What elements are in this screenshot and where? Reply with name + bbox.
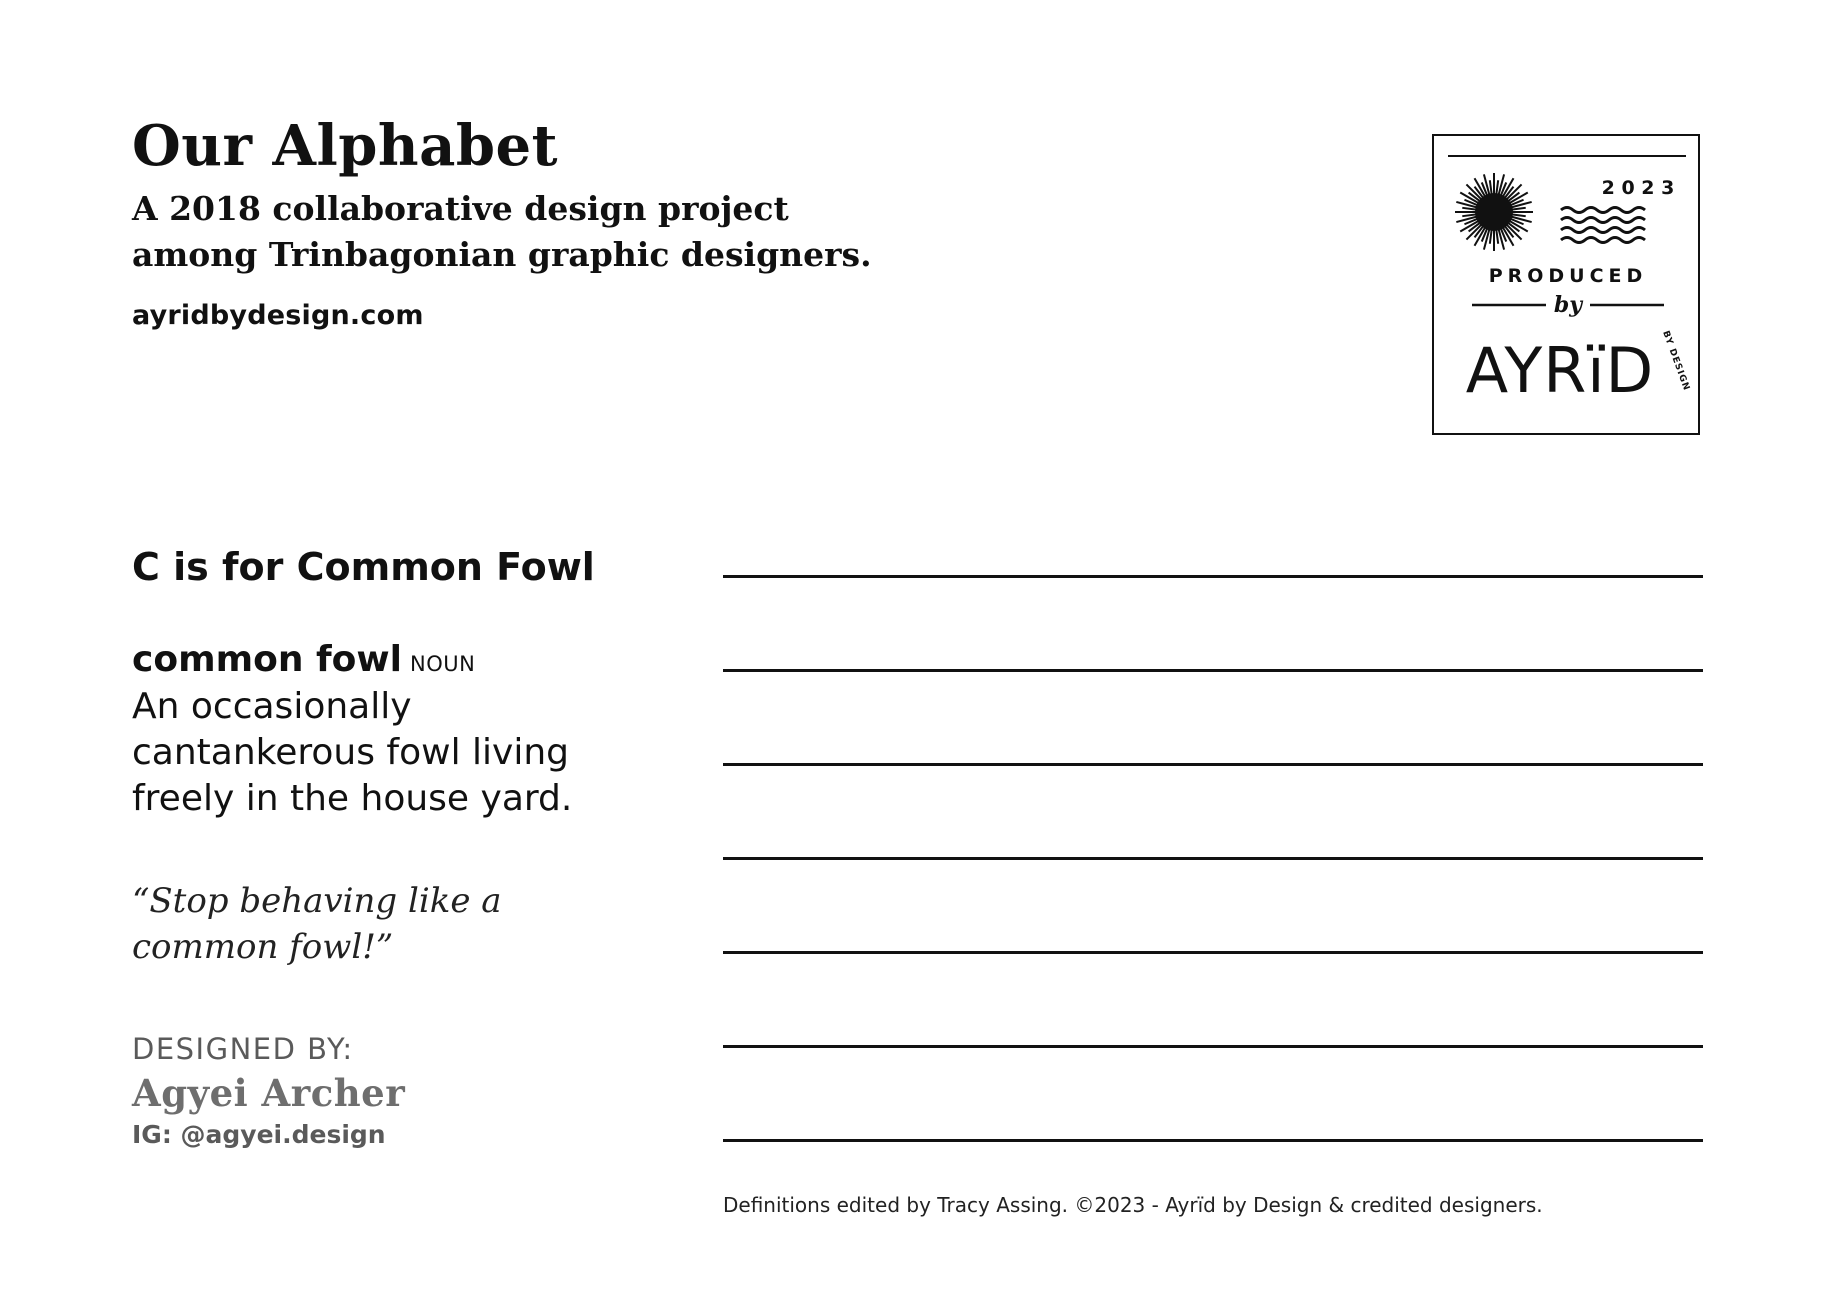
definition-line: cantankerous fowl living <box>132 732 569 773</box>
quote-line: “Stop behaving like a <box>132 881 502 921</box>
definition-term: common fowl <box>132 639 402 680</box>
stamp-brand: AYRïD <box>1465 334 1655 407</box>
website-url: ayridbydesign.com <box>132 300 424 331</box>
writing-line <box>723 575 1703 578</box>
subtitle-line: A 2018 collaborative design project <box>132 189 789 228</box>
definition-text <box>132 684 692 822</box>
sun-core <box>1475 193 1513 231</box>
writing-line <box>723 951 1703 954</box>
footer-note: Definitions edited by Tracy Assing. ©2023 - Ayrïd by Design & credited designers. <box>723 1193 1543 1217</box>
page-subtitle <box>132 186 1032 278</box>
stamp-by: by <box>1553 292 1583 318</box>
designer-name: Agyei Archer <box>132 1071 406 1115</box>
writing-line <box>723 857 1703 860</box>
stamp-produced: PRODUCED <box>1488 265 1648 287</box>
definition-block <box>132 639 692 822</box>
stamp-graphic <box>1434 136 1702 437</box>
writing-line <box>723 669 1703 672</box>
writing-line <box>723 1139 1703 1142</box>
part-of-speech: NOUN <box>409 652 476 676</box>
designer-instagram: IG: @agyei.design <box>132 1120 386 1149</box>
writing-line <box>723 1045 1703 1048</box>
stamp-brand-suffix: BY DESIGN <box>1660 329 1692 393</box>
stamp-year: 2 0 2 3 <box>1601 177 1675 199</box>
letter-heading: C is for Common Fowl <box>132 545 595 589</box>
writing-line <box>723 763 1703 766</box>
page-title: Our Alphabet <box>132 113 559 179</box>
waves-icon <box>1561 208 1645 243</box>
quote-line: common fowl!” <box>132 927 394 967</box>
definition-line: freely in the house yard. <box>132 778 573 819</box>
definition-line: An occasionally <box>132 686 412 727</box>
writing-lines <box>723 575 1703 1233</box>
designed-by-label: DESIGNED BY: <box>132 1032 354 1066</box>
subtitle-line: among Trinbagonian graphic designers. <box>132 235 872 274</box>
usage-quote <box>132 878 502 970</box>
produced-by-stamp <box>1432 134 1700 435</box>
